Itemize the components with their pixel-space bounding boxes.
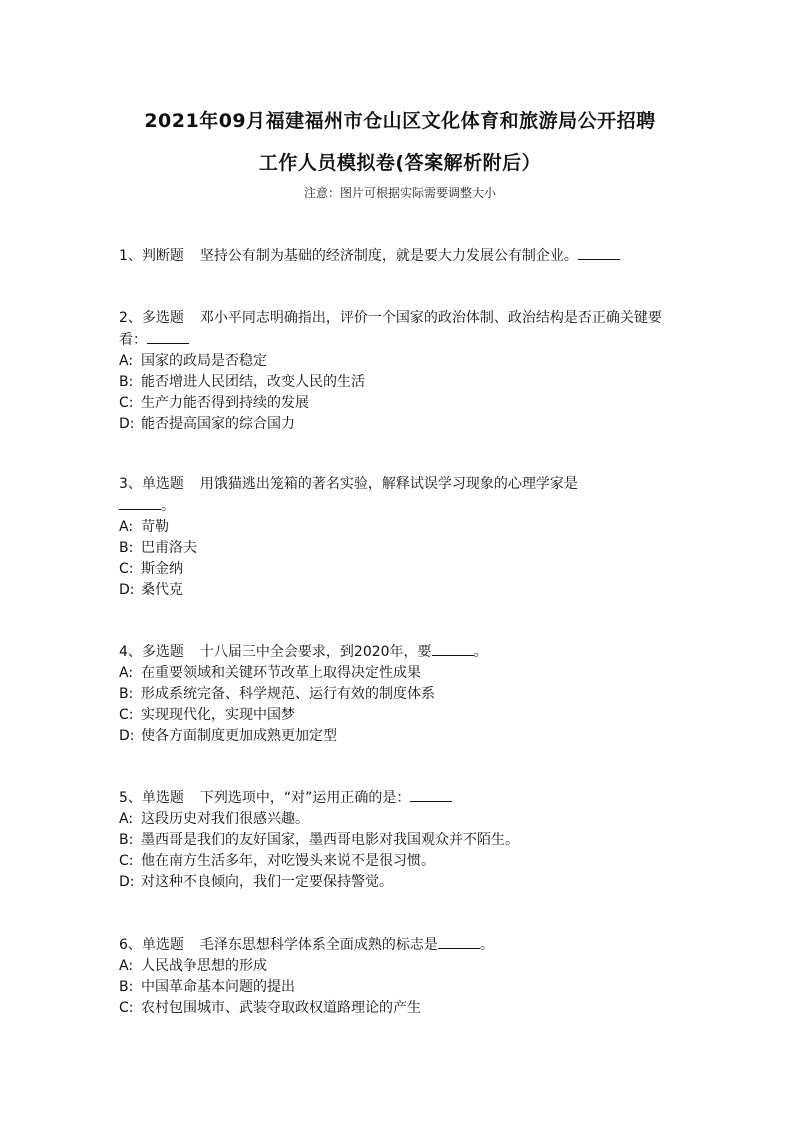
option-letter: B:: [119, 979, 134, 995]
document-title-line-1: 2021年09月福建福州市仓山区文化体育和旅游局公开招聘: [144, 110, 656, 132]
option-letter: B:: [119, 374, 134, 390]
question-text: 十八届三中全会要求，到2020年，要: [199, 644, 432, 660]
option-text: 形成系统完备、科学规范、运行有效的制度体系: [141, 686, 435, 702]
option-letter: D:: [119, 874, 135, 890]
option-d: [119, 414, 684, 435]
answer-blank: [410, 787, 452, 802]
option-letter: D:: [119, 582, 135, 598]
question-4: [119, 641, 684, 747]
question-number: 2、: [119, 310, 142, 326]
question-type: 单选题: [141, 937, 184, 953]
option-text: 桑代克: [141, 582, 183, 598]
option-a: [119, 351, 684, 372]
question-5: [119, 787, 684, 893]
question-1: [119, 245, 684, 267]
option-b: [119, 977, 684, 998]
question-text: 邓小平同志明确指出，评价一个国家的政治体制、政治结构是否正确关键要看：: [119, 310, 662, 348]
question-2: [119, 308, 684, 435]
question-stem: [119, 934, 684, 956]
question-text: 用饿猫逃出笼箱的著名实验，解释试误学习现象的心理学家是: [199, 476, 578, 492]
question-stem: [119, 474, 684, 517]
option-letter: C:: [119, 1000, 134, 1016]
question-3: [119, 474, 684, 601]
option-text: 对这种不良倾向，我们一定要保持警觉。: [141, 874, 393, 890]
option-text: 使各方面制度更加成熟更加定型: [141, 728, 337, 744]
option-letter: D:: [119, 416, 135, 432]
question-type: 单选题: [141, 476, 184, 492]
question-stem: [119, 787, 684, 809]
option-text: 墨西哥是我们的友好国家，墨西哥电影对我国观众并不陌生。: [141, 832, 519, 848]
option-text: 在重要领域和关键环节改革上取得决定性成果: [141, 665, 421, 681]
option-c: [119, 559, 684, 580]
question-stem: [119, 308, 684, 351]
option-text: 他在南方生活多年，对吃馒头来说不是很习惯。: [141, 853, 435, 869]
answer-blank: [119, 495, 161, 510]
option-letter: D:: [119, 728, 135, 744]
option-letter: A:: [119, 958, 134, 974]
question-type: 多选题: [141, 644, 184, 660]
option-text: 能否提高国家的综合国力: [141, 416, 295, 432]
option-b: [119, 830, 684, 851]
option-d: [119, 580, 684, 601]
option-a: [119, 663, 684, 684]
option-text: 中国革命基本问题的提出: [141, 979, 295, 995]
option-a: [119, 809, 684, 830]
question-number: 3、: [119, 476, 142, 492]
option-c: [119, 851, 684, 872]
resize-note: 注意：图片可根据实际需要调整大小: [303, 186, 496, 200]
option-letter: C:: [119, 395, 134, 411]
option-c: [119, 393, 684, 414]
answer-blank: [432, 641, 474, 656]
option-letter: A:: [119, 353, 134, 369]
option-text: 农村包围城市、武装夺取政权道路理论的产生: [141, 1000, 421, 1016]
option-text: 实现现代化，实现中国梦: [141, 707, 295, 723]
option-letter: B:: [119, 540, 134, 556]
option-letter: A:: [119, 665, 134, 681]
option-text: 斯金纳: [141, 561, 183, 577]
question-number: 6、: [119, 937, 142, 953]
option-letter: C:: [119, 561, 134, 577]
option-b: [119, 538, 684, 559]
option-text: 生产力能否得到持续的发展: [141, 395, 309, 411]
question-number: 4、: [119, 644, 142, 660]
option-letter: B:: [119, 686, 134, 702]
question-type: 多选题: [141, 310, 184, 326]
question-type: 判断题: [141, 248, 184, 264]
question-type: 单选题: [141, 790, 184, 806]
option-text: 苛勒: [141, 519, 169, 535]
question-text: 坚持公有制为基础的经济制度，就是要大力发展公有制企业。: [199, 248, 578, 264]
option-c: [119, 705, 684, 726]
option-d: [119, 872, 684, 893]
option-a: [119, 956, 684, 977]
question-text: 下列选项中，“对”运用正确的是：: [199, 790, 411, 806]
answer-blank: [147, 329, 189, 344]
option-a: [119, 517, 684, 538]
option-text: 巴甫洛夫: [141, 540, 197, 556]
question-number: 5、: [119, 790, 142, 806]
option-text: 这段历史对我们很感兴趣。: [141, 811, 309, 827]
document-title-line-2: 工作人员模拟卷(答案解析附后）: [258, 152, 542, 174]
option-letter: B:: [119, 832, 134, 848]
option-b: [119, 684, 684, 705]
question-stem: [119, 245, 684, 267]
option-letter: C:: [119, 707, 134, 723]
option-text: 能否增进人民团结，改变人民的生活: [141, 374, 365, 390]
option-letter: A:: [119, 811, 134, 827]
question-text-end: 。: [473, 644, 488, 660]
option-text: 国家的政局是否稳定: [141, 353, 267, 369]
option-letter: A:: [119, 519, 134, 535]
question-stem: [119, 641, 684, 663]
option-letter: C:: [119, 853, 134, 869]
option-d: [119, 726, 684, 747]
question-number: 1、: [119, 248, 142, 264]
question-text-end: 。: [479, 937, 494, 953]
question-text-end: 。: [161, 498, 175, 514]
option-c: [119, 998, 684, 1019]
option-b: [119, 372, 684, 393]
answer-blank: [578, 245, 620, 260]
question-text: 毛泽东思想科学体系全面成熟的标志是: [199, 937, 438, 953]
option-text: 人民战争思想的形成: [141, 958, 267, 974]
answer-blank: [438, 934, 480, 949]
question-6: [119, 934, 684, 1019]
